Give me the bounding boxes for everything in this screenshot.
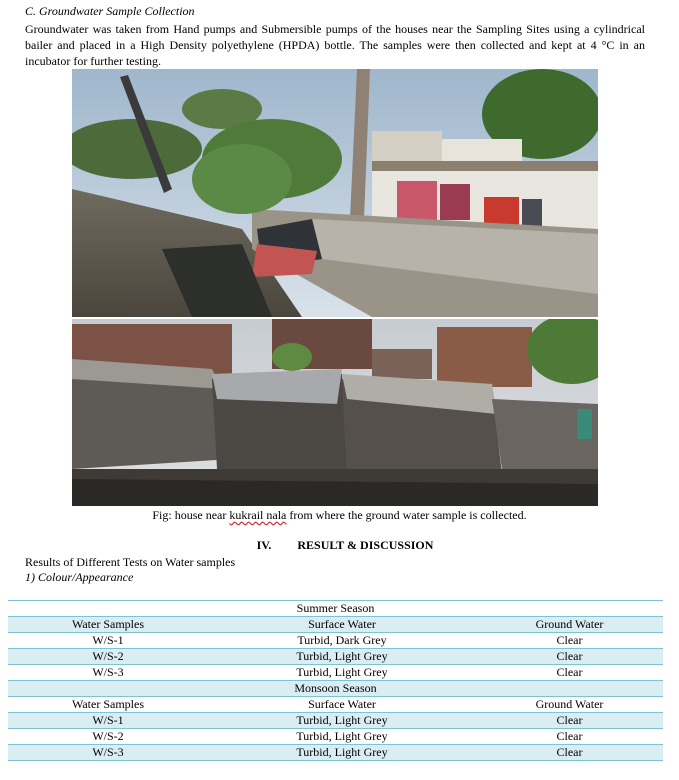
header-cell: Ground Water: [476, 697, 663, 713]
colour-appearance-table: [8, 600, 663, 761]
caption-suffix: from where the ground water sample is collected.: [286, 508, 527, 522]
table-cell: Turbid, Light Grey: [208, 729, 476, 745]
table-cell: W/S-2: [8, 649, 208, 665]
caption-place-name: kukrail nala: [229, 508, 287, 522]
table-cell: Turbid, Light Grey: [208, 649, 476, 665]
table-cell: Clear: [476, 649, 663, 665]
section-number: IV.: [256, 538, 272, 552]
table-row: [8, 633, 663, 649]
table-cell: Turbid, Light Grey: [208, 665, 476, 681]
table-cell: W/S-2: [8, 729, 208, 745]
results-intro: Results of Different Tests on Water samples: [25, 555, 236, 569]
table-cell: Turbid, Light Grey: [208, 713, 476, 729]
table-cell: Clear: [476, 729, 663, 745]
table-cell: Clear: [476, 665, 663, 681]
section-name: RESULT & DISCUSSION: [297, 538, 434, 552]
section-heading: C. Groundwater Sample Collection: [25, 4, 195, 18]
header-row: [8, 697, 663, 713]
header-cell: Ground Water: [476, 617, 663, 633]
season-row: [8, 681, 663, 697]
header-row: [8, 617, 663, 633]
table-row: [8, 745, 663, 761]
header-cell: Surface Water: [208, 697, 476, 713]
table-cell: W/S-3: [8, 745, 208, 761]
table-row: [8, 665, 663, 681]
table-row: [8, 649, 663, 665]
table-cell: Clear: [476, 745, 663, 761]
table-cell: W/S-1: [8, 713, 208, 729]
section-title: [0, 538, 679, 553]
table-cell: Clear: [476, 713, 663, 729]
caption-prefix: Fig: house near: [152, 508, 230, 522]
table-cell: W/S-3: [8, 665, 208, 681]
table-cell: Turbid, Light Grey: [208, 745, 476, 761]
table-cell: Clear: [476, 633, 663, 649]
table-row: [8, 729, 663, 745]
table-cell: Turbid, Dark Grey: [208, 633, 476, 649]
subsection-heading: 1) Colour/Appearance: [25, 570, 134, 584]
slum-shacks-photo: [72, 319, 598, 506]
header-cell: Water Samples: [8, 697, 208, 713]
table-row: [8, 713, 663, 729]
body-paragraph: Groundwater was taken from Hand pumps and Submersible pumps of the houses near the Sampling Sites using a cylindrical bailer and placed in a High Density polyethylene (HPDA) bottle. The samples were then collected and kept at 4 °C in an incubator for further testing.: [25, 22, 645, 68]
season-label: Monsoon Season: [8, 681, 663, 697]
season-row: [8, 601, 663, 617]
header-cell: Water Samples: [8, 617, 208, 633]
figure-caption: [0, 508, 679, 523]
header-cell: Surface Water: [208, 617, 476, 633]
season-label: Summer Season: [8, 601, 663, 617]
table-cell: W/S-1: [8, 633, 208, 649]
nala-street-photo: [72, 69, 598, 317]
